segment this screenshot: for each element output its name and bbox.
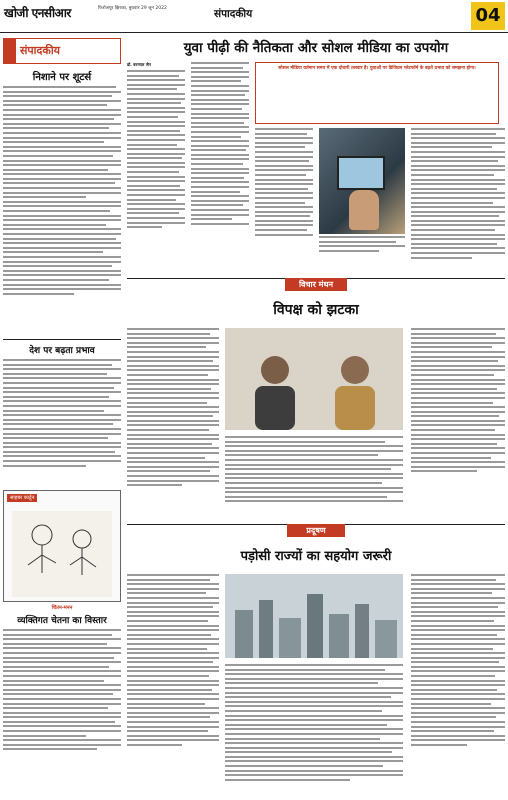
lead-article-col-3 bbox=[255, 128, 313, 250]
article-text bbox=[411, 128, 505, 274]
article-text bbox=[411, 574, 505, 798]
article-text bbox=[127, 70, 185, 258]
cartoon-illustration bbox=[12, 511, 112, 597]
article-text bbox=[191, 62, 249, 250]
cartoon-label: साहबर कार्टून bbox=[7, 494, 37, 502]
article-text bbox=[225, 436, 403, 520]
article-2-col-3 bbox=[411, 328, 505, 520]
article-2-headline: विपक्ष को झटका bbox=[273, 302, 359, 318]
lead-article-col-2 bbox=[191, 62, 249, 250]
cartoon-box bbox=[3, 490, 121, 602]
article-text bbox=[127, 574, 219, 798]
article-2-col-1 bbox=[127, 328, 219, 548]
divider bbox=[3, 339, 121, 340]
editorial-label: संपादकीय bbox=[20, 44, 61, 57]
article-text bbox=[225, 664, 403, 798]
editorial-title-2: देश पर बढ़ता प्रभाव bbox=[29, 346, 95, 356]
article-3-col-1 bbox=[127, 574, 219, 798]
editorial-title-1: निशाने पर शूटर्स bbox=[32, 72, 92, 83]
article-3-photo bbox=[225, 574, 403, 658]
article-text bbox=[127, 328, 219, 548]
article-3-col-2 bbox=[225, 664, 403, 798]
person-silhouette-1 bbox=[245, 348, 305, 430]
person-silhouette-2 bbox=[325, 348, 385, 430]
article-byline: डॉ. वरुणाल जैन bbox=[127, 62, 151, 67]
pradushan-label: प्रदूषण bbox=[287, 524, 345, 537]
lead-photo bbox=[319, 128, 405, 234]
page-number: 04 bbox=[471, 2, 505, 30]
vichar-manthan-label: विचार मंथन bbox=[285, 278, 347, 291]
lead-article-col-4 bbox=[411, 128, 505, 274]
hand-shape bbox=[349, 190, 379, 230]
phone-screen bbox=[337, 156, 385, 190]
article-text bbox=[255, 128, 313, 250]
pradushan-band bbox=[127, 524, 505, 538]
header-bar bbox=[4, 39, 16, 63]
chintan-label: चिंतन-मनन bbox=[51, 605, 73, 611]
pull-quote: सोशल मीडिया वर्तमान समय में एक दोधारी तलवार है। युवाओं पर डिजिटल प्लेटफॉर्म के बढ़ते प्रभाव को समझना होगा। bbox=[255, 62, 499, 124]
article-text bbox=[411, 328, 505, 520]
smog-skyline-image bbox=[225, 574, 403, 658]
editorial-text-2 bbox=[3, 359, 121, 487]
article-3-headline: पड़ोसी राज्यों का सहयोग जरूरी bbox=[240, 549, 392, 564]
masthead-date: फिरोजपुर झिरका, बुधवार 29 जून 2022 bbox=[98, 6, 167, 11]
newspaper-logo: खोजी एनसीआर bbox=[4, 6, 71, 20]
article-2-photo bbox=[225, 328, 403, 430]
photo-caption bbox=[319, 236, 405, 272]
section-title: संपादकीय bbox=[214, 8, 253, 20]
lead-headline: युवा पीढ़ी की नैतिकता और सोशल मीडिया का उपयोग bbox=[183, 40, 449, 56]
editorial-text-3 bbox=[3, 629, 121, 779]
vichar-manthan-band bbox=[127, 278, 505, 292]
editorial-column bbox=[3, 38, 121, 798]
lead-article-col-1 bbox=[127, 62, 185, 250]
editorial-header bbox=[3, 38, 121, 64]
masthead bbox=[0, 0, 508, 33]
editorial-text-1 bbox=[3, 86, 121, 336]
article-2-col-2 bbox=[225, 436, 403, 520]
article-3-col-3 bbox=[411, 574, 505, 798]
editorial-title-3: व्यक्तिगत चेतना का विस्तार bbox=[17, 616, 107, 626]
